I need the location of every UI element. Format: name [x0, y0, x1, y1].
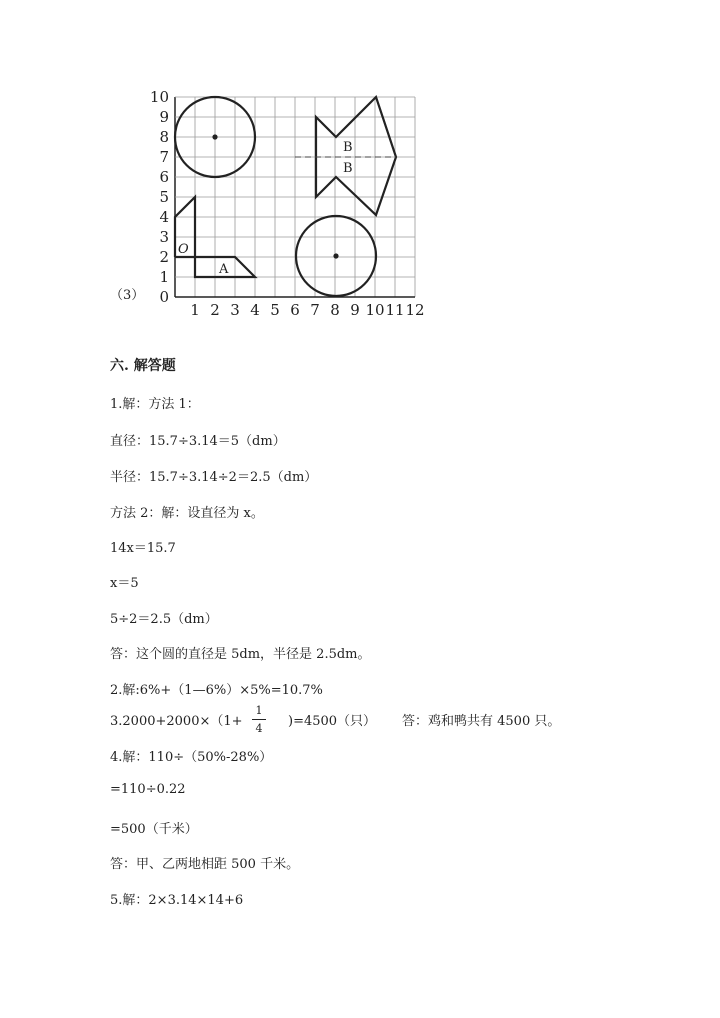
y-tick-label: 8 — [159, 128, 169, 146]
shapes — [175, 97, 396, 296]
grid-lines — [175, 97, 415, 297]
y-tick-label: 9 — [159, 108, 169, 126]
y-tick-label: 6 — [159, 168, 169, 186]
line-10a: 3.2000+2000×（1+ — [110, 714, 243, 729]
y-tick-label: 0 — [159, 288, 169, 306]
line-13: =500（千米） — [110, 822, 198, 837]
x-tick-label: 5 — [270, 301, 280, 319]
line-1: 1.解：方法 1： — [110, 397, 200, 412]
fraction-numerator: 1 — [255, 704, 263, 717]
axis-ticks — [150, 88, 425, 319]
figure-label: （3） — [110, 288, 145, 303]
label-b-bottom: B — [343, 161, 353, 176]
line-4: 方法 2：解：设直径为 x。 — [110, 506, 264, 521]
x-tick-label: 8 — [330, 301, 340, 319]
y-tick-label: 5 — [159, 188, 169, 206]
label-b-top: B — [343, 140, 353, 155]
grid-figure — [140, 88, 440, 323]
line-6: x＝5 — [110, 576, 139, 591]
x-tick-label: 12 — [405, 301, 425, 319]
line-7: 5÷2＝2.5（dm） — [110, 612, 218, 627]
line-2: 直径：15.7÷3.14＝5（dm） — [110, 434, 286, 449]
x-tick-label: 3 — [230, 301, 240, 319]
x-tick-label: 11 — [385, 301, 405, 319]
y-tick-label: 1 — [159, 268, 169, 286]
fraction-one-quarter — [252, 704, 266, 735]
y-tick-label: 3 — [159, 228, 169, 246]
line-12: =110÷0.22 — [110, 782, 186, 797]
line-9: 2.解:6%+（1—6%）×5%=10.7% — [110, 683, 323, 698]
x-tick-label: 2 — [210, 301, 220, 319]
x-tick-label: 7 — [310, 301, 320, 319]
x-tick-label: 1 — [190, 301, 200, 319]
fraction-denominator: 4 — [255, 722, 263, 735]
line-8: 答：这个圆的直径是 5dm，半径是 2.5dm。 — [110, 647, 371, 662]
fraction-bar — [252, 719, 266, 720]
y-tick-label: 7 — [159, 148, 169, 166]
line-10c: 答：鸡和鸭共有 4500 只。 — [402, 714, 561, 729]
line-3: 半径：15.7÷3.14÷2＝2.5（dm） — [110, 470, 318, 485]
y-tick-label: 10 — [149, 88, 169, 106]
x-tick-label: 4 — [250, 301, 260, 319]
line-11: 4.解：110÷（50%-28%） — [110, 750, 273, 765]
x-tick-label: 6 — [290, 301, 300, 319]
x-tick-label: 9 — [350, 301, 360, 319]
label-o: O — [178, 242, 189, 257]
y-tick-label: 2 — [159, 248, 169, 266]
center-dot-top — [212, 134, 217, 139]
x-tick-label: 10 — [365, 301, 385, 319]
line-5: 14x＝15.7 — [110, 541, 176, 556]
label-a: A — [219, 262, 229, 277]
line-15: 5.解：2×3.14×14+6 — [110, 893, 244, 908]
line-14: 答：甲、乙两地相距 500 千米。 — [110, 857, 300, 872]
y-tick-label: 4 — [159, 208, 169, 226]
line-10b: )=4500（只） — [288, 714, 377, 729]
center-dot-bottom — [333, 253, 338, 258]
section-title: 六. 解答题 — [110, 358, 176, 374]
